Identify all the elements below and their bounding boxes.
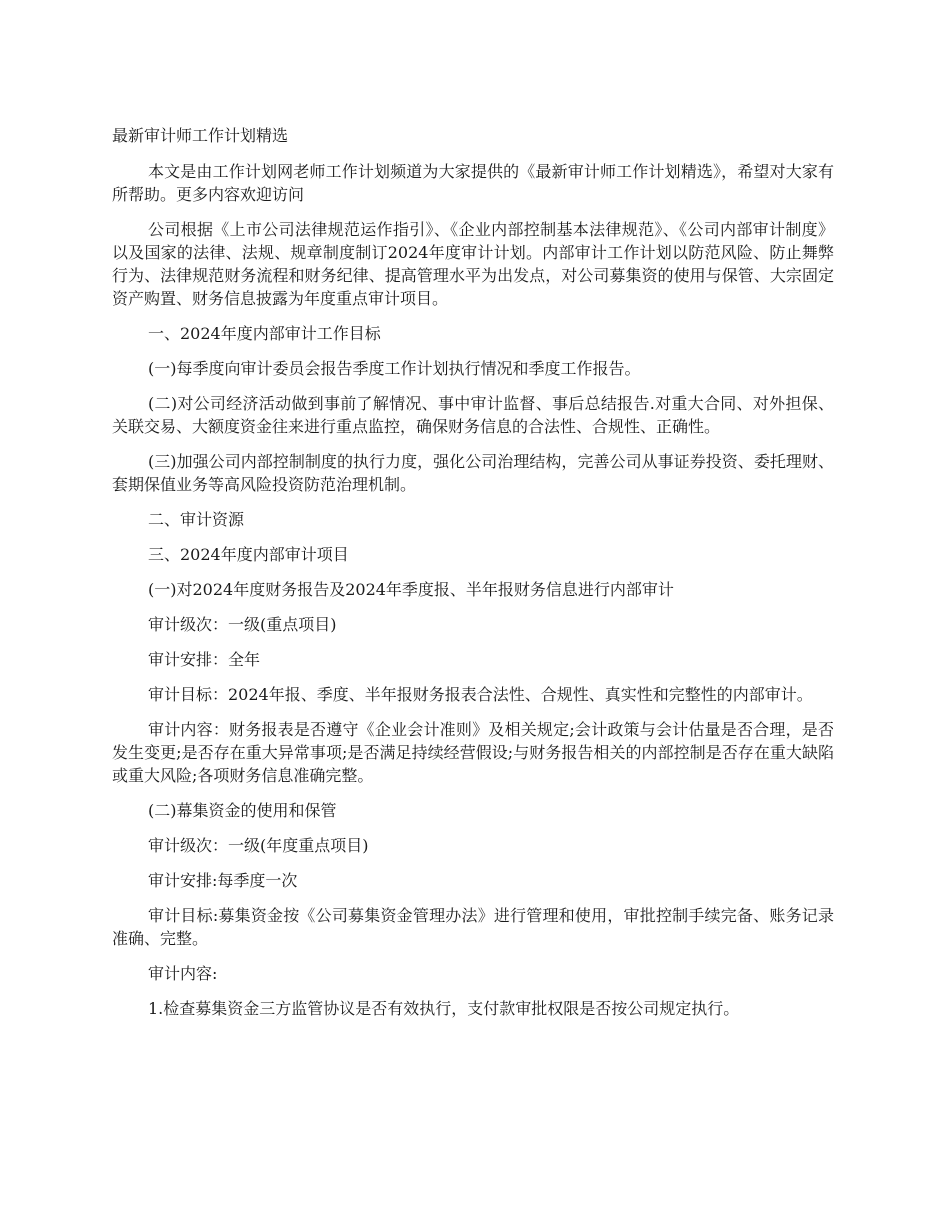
project-1-title: (一)对2024年度财务报告及2024年季度报、半年报财务信息进行内部审计 [148,580,674,599]
project-1-content: 审计内容：财务报表是否遵守《企业会计准则》及相关规定;会计政策与会计估量是否合理，是否发生变更;是否存在重大异常事项;是否满足持续经营假设;与财务报告相关的内部控制是否存在重大缺陷或重大风险;各项财务信息准确完整。 [112,720,834,785]
project-2-content-label: 审计内容: [148,964,218,983]
project-2-level: 审计级次：一级(年度重点项目) [148,836,369,855]
project-1-schedule: 审计安排：全年 [148,650,261,669]
goal-item-3: (三)加强公司内部控制制度的执行力度，强化公司治理结构，完善公司从事证券投资、委托理财、套期保值业务等高风险投资防范治理机制。 [112,452,834,494]
intro-paragraph: 本文是由工作计划网老师工作计划频道为大家提供的《最新审计师工作计划精选》，希望对大家有所帮助。更多内容欢迎访问 [112,162,834,204]
project-1-level: 审计级次：一级(重点项目) [148,615,337,634]
basis-paragraph: 公司根据《上市公司法律规范运作指引》、《企业内部控制基本法律规范》、《公司内部审计制度》以及国家的法律、法规、规章制度制订2024年度审计计划。内部审计工作计划以防范风险、防止舞弊行为、法律规范财务流程和财务纪律、提高管理水平为出发点，对公司募集资的使用与保管、大宗固定资产购置、财务信息披露为年度重点审计项目。 [112,220,834,308]
document-title: 最新审计师工作计划精选 [112,126,289,145]
section-heading-projects: 三、2024年度内部审计项目 [148,545,349,564]
document-page [112,124,834,1032]
goal-item-1: (一)每季度向审计委员会报告季度工作计划执行情况和季度工作报告。 [148,359,641,378]
project-2-title: (二)幕集资金的使用和保管 [148,801,337,820]
project-1-objective: 审计目标：2024年报、季度、半年报财务报表合法性、合规性、真实性和完整性的内部审计。 [148,685,813,704]
project-2-schedule: 审计安排:每季度一次 [148,871,298,890]
project-2-objective: 审计目标:募集资金按《公司募集资金管理办法》进行管理和使用，审批控制手续完备、账务记录准确、完整。 [112,906,834,948]
goal-item-2: (二)对公司经济活动做到事前了解情况、事中审计监督、事后总结报告.对重大合同、对外担保、关联交易、大额度资金往来进行重点监控，确保财务信息的合法性、合规性、正确性。 [112,394,834,436]
project-2-content-item-1: 1.检查募集资金三方监管协议是否有效执行，支付款审批权限是否按公司规定执行。 [148,999,740,1018]
section-heading-goals: 一、2024年度内部审计工作目标 [148,324,381,343]
section-heading-resources: 二、审计资源 [148,510,245,529]
